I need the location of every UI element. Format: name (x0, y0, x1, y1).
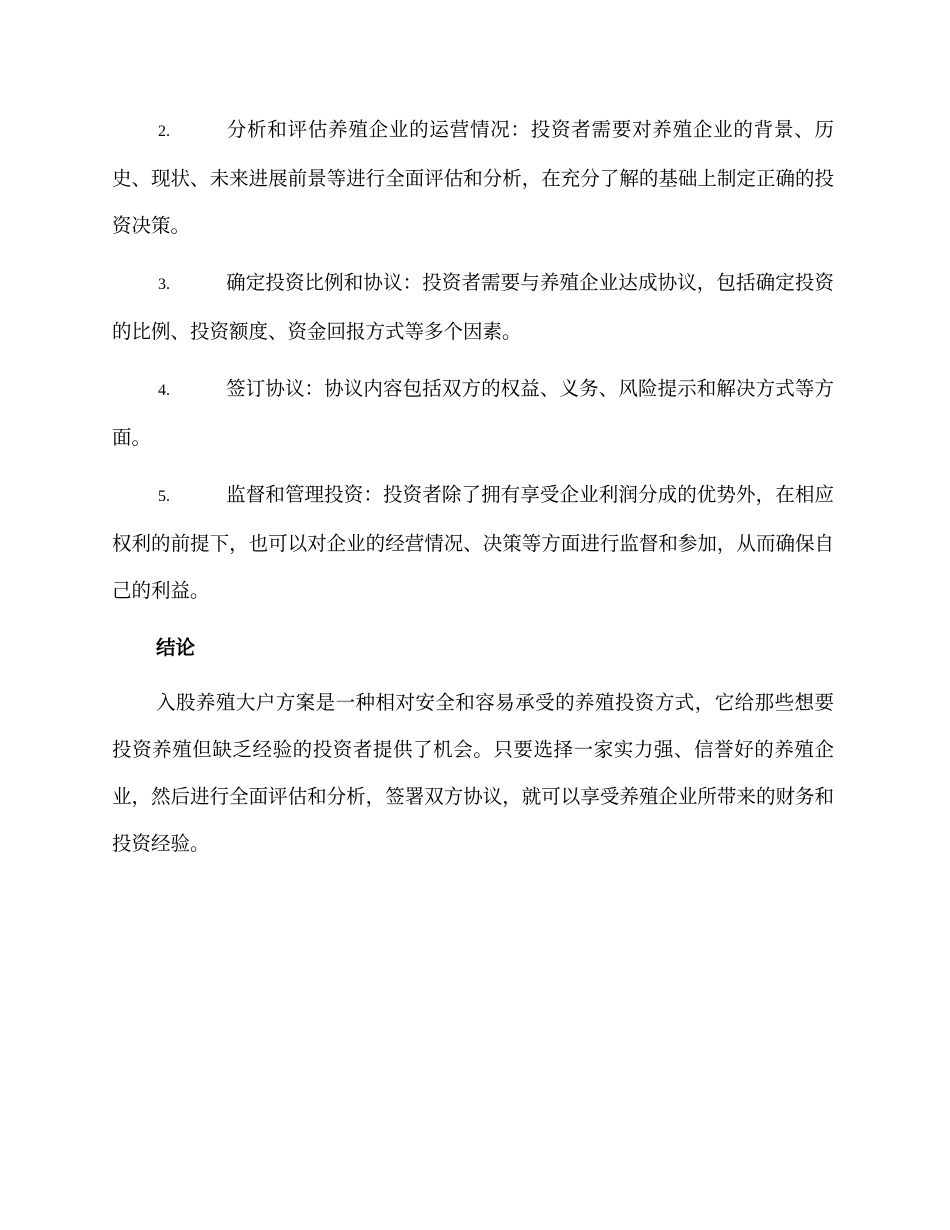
list-number: 5. (158, 488, 170, 505)
list-item-5 (112, 471, 834, 614)
list-item-2 (112, 106, 834, 249)
list-item-4 (112, 365, 834, 461)
conclusion-heading: 结论 (156, 636, 196, 659)
list-number: 2. (158, 123, 170, 140)
list-text: 签订协议：协议内容包括双方的权益、义务、风险提示和解决方式等方面。 (112, 377, 834, 449)
list-text: 分析和评估养殖企业的运营情况：投资者需要对养殖企业的背景、历史、现状、未来进展前景等进行全面评估和分析，在充分了解的基础上制定正确的投资决策。 (112, 118, 834, 237)
list-text: 确定投资比例和协议：投资者需要与养殖企业达成协议，包括确定投资的比例、投资额度、资金回报方式等多个因素。 (112, 271, 834, 343)
list-number: 4. (158, 382, 170, 399)
document-body (112, 106, 834, 877)
list-text: 监督和管理投资：投资者除了拥有享受企业利润分成的优势外，在相应权利的前提下，也可以对企业的经营情况、决策等方面进行监督和参加，从而确保自己的利益。 (112, 483, 834, 602)
list-item-3 (112, 259, 834, 355)
list-number: 3. (158, 276, 170, 293)
conclusion-paragraph: 入股养殖大户方案是一种相对安全和容易承受的养殖投资方式，它给那些想要投资养殖但缺乏经验的投资者提供了机会。只要选择一家实力强、信誉好的养殖企业，然后进行全面评估和分析，签署双方协议，就可以享受养殖企业所带来的财务和投资经验。 (112, 691, 834, 855)
